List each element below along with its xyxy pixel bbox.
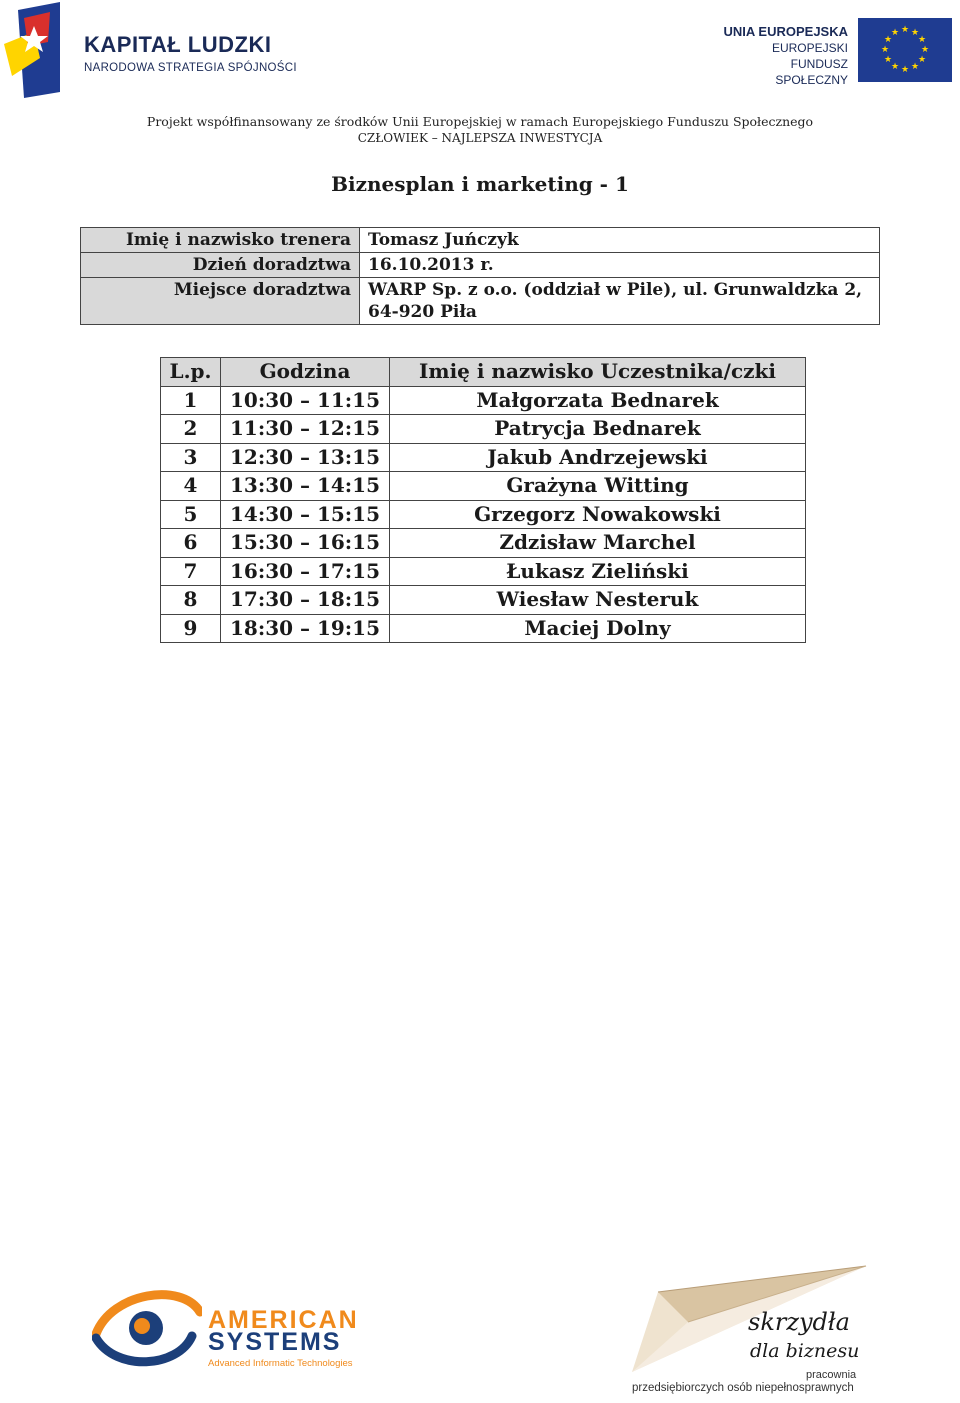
svg-text:★: ★ xyxy=(900,25,910,35)
row-lp: 9 xyxy=(161,614,221,643)
eu-line2: EUROPEJSKI xyxy=(771,41,848,55)
row-time: 11:30 – 12:15 xyxy=(221,415,390,444)
table-row xyxy=(161,443,806,472)
day-value: 16.10.2013 r. xyxy=(360,253,880,278)
svg-text:★: ★ xyxy=(883,35,893,45)
row-time: 18:30 – 19:15 xyxy=(221,614,390,643)
kapital-ludzki-emblem-icon xyxy=(4,2,70,98)
row-participant: Wiesław Nesteruk xyxy=(390,586,806,615)
svg-text:★: ★ xyxy=(883,55,893,65)
skrzydla-tagline: przedsiębiorczych osób niepełnosprawnych xyxy=(632,1382,854,1394)
table-row xyxy=(161,386,806,415)
row-lp: 6 xyxy=(161,529,221,558)
schedule-table xyxy=(160,357,806,643)
table-row xyxy=(161,472,806,501)
svg-text:★: ★ xyxy=(880,45,890,55)
svg-text:★: ★ xyxy=(900,65,910,75)
eu-line3: FUNDUSZ SPOŁECZNY xyxy=(775,57,848,87)
place-label: Miejsce doradztwa xyxy=(81,278,360,325)
row-lp: 1 xyxy=(161,386,221,415)
skrzydla-script-1: skrzydła xyxy=(748,1308,850,1336)
eu-text-block xyxy=(716,24,848,88)
table-row xyxy=(161,415,806,444)
header-time: Godzina xyxy=(221,358,390,387)
svg-text:★: ★ xyxy=(890,28,900,38)
document-title: Biznesplan i marketing - 1 xyxy=(331,172,629,196)
row-lp: 2 xyxy=(161,415,221,444)
american-systems-eye-icon xyxy=(92,1282,202,1368)
place-value xyxy=(360,278,880,325)
row-time: 10:30 – 11:15 xyxy=(221,386,390,415)
eu-line1: UNIA EUROPEJSKA xyxy=(723,24,848,39)
svg-text:★: ★ xyxy=(917,35,927,45)
header-lp: L.p. xyxy=(161,358,221,387)
row-time: 17:30 – 18:15 xyxy=(221,586,390,615)
row-participant: Zdzisław Marchel xyxy=(390,529,806,558)
project-slogan-line: CZŁOWIEK – NAJLEPSZA INWESTYCJA xyxy=(357,131,603,145)
advisory-info-table xyxy=(80,227,880,325)
place-value-line1: WARP Sp. z o.o. (oddział w Pile), ul. Grunwaldzka 2, xyxy=(368,280,863,300)
kapital-ludzki-logo xyxy=(4,2,304,98)
header-participant: Imię i nazwisko Uczestnika/czki xyxy=(390,358,806,387)
row-lp: 7 xyxy=(161,557,221,586)
row-time: 14:30 – 15:15 xyxy=(221,500,390,529)
row-lp: 3 xyxy=(161,443,221,472)
place-value-line2: 64-920 Piła xyxy=(368,302,477,322)
kapital-ludzki-subtitle: NARODOWA STRATEGIA SPÓJNOŚCI xyxy=(84,62,297,74)
row-lp: 5 xyxy=(161,500,221,529)
table-row xyxy=(161,500,806,529)
row-time: 15:30 – 16:15 xyxy=(221,529,390,558)
eu-efs-logo xyxy=(716,14,956,86)
row-lp: 8 xyxy=(161,586,221,615)
schedule-header-row xyxy=(161,358,806,387)
skrzydla-script-2: dla biznesu xyxy=(750,1340,860,1362)
project-funding-line: Projekt współfinansowany ze środków Unii Europejskiej w ramach Europejskiego Funduszu Społecznego xyxy=(146,114,814,129)
row-participant: Grażyna Witting xyxy=(390,472,806,501)
skrzydla-pracownia: pracownia xyxy=(806,1369,857,1381)
row-participant: Maciej Dolny xyxy=(390,614,806,643)
row-participant: Jakub Andrzejewski xyxy=(390,443,806,472)
row-time: 16:30 – 17:15 xyxy=(221,557,390,586)
row-participant: Patrycja Bednarek xyxy=(390,415,806,444)
row-participant: Łukasz Zieliński xyxy=(390,557,806,586)
american-systems-logo xyxy=(92,1280,382,1372)
row-participant: Małgorzata Bednarek xyxy=(390,386,806,415)
eu-flag-icon xyxy=(858,18,952,82)
american-systems-tagline: Advanced Informatic Technologies xyxy=(208,1358,353,1369)
svg-text:★: ★ xyxy=(910,62,920,72)
american-systems-name-2: SYSTEMS xyxy=(208,1328,342,1356)
kapital-ludzki-title: KAPITAŁ LUDZKI xyxy=(84,32,272,57)
svg-text:★: ★ xyxy=(917,55,927,65)
info-row-place xyxy=(81,278,880,325)
trainer-value: Tomasz Juńczyk xyxy=(360,228,880,253)
svg-text:★: ★ xyxy=(920,45,930,55)
info-row-trainer xyxy=(81,228,880,253)
table-row xyxy=(161,529,806,558)
skrzydla-logo xyxy=(628,1262,868,1398)
table-row xyxy=(161,614,806,643)
svg-text:★: ★ xyxy=(890,62,900,72)
american-systems-name-1: AMERICAN xyxy=(208,1306,359,1334)
info-row-day xyxy=(81,253,880,278)
table-row xyxy=(161,557,806,586)
row-time: 13:30 – 14:15 xyxy=(221,472,390,501)
row-participant: Grzegorz Nowakowski xyxy=(390,500,806,529)
row-time: 12:30 – 13:15 xyxy=(221,443,390,472)
svg-text:★: ★ xyxy=(910,28,920,38)
day-label: Dzień doradztwa xyxy=(81,253,360,278)
trainer-label: Imię i nazwisko trenera xyxy=(81,228,360,253)
row-lp: 4 xyxy=(161,472,221,501)
table-row xyxy=(161,586,806,615)
